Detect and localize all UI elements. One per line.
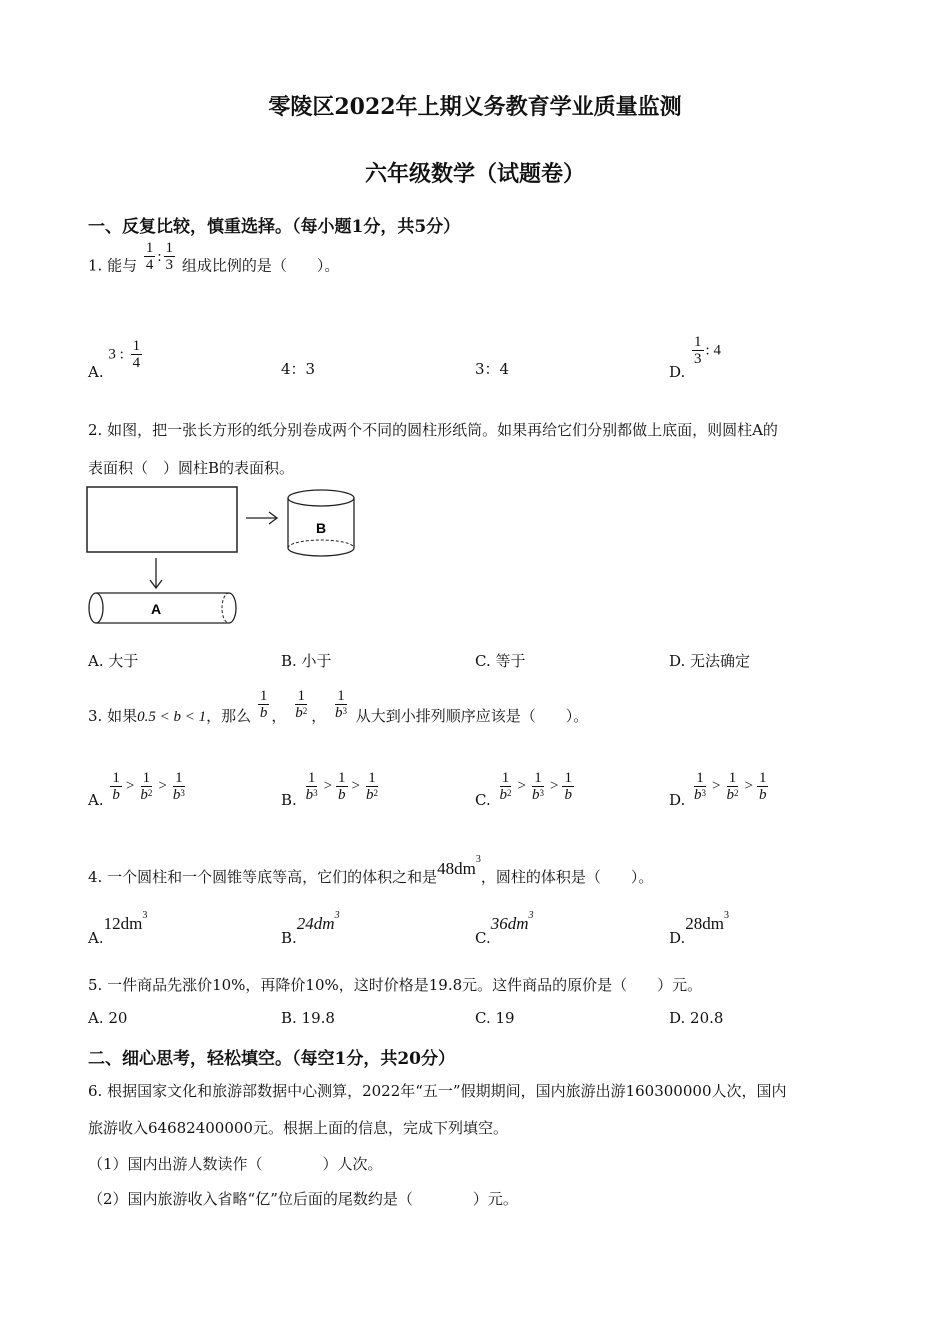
comma: ， bbox=[311, 706, 327, 725]
q6-sub2[interactable]: （2）国内旅游收入省略“亿”位后面的尾数约是（ ）元。 bbox=[88, 1190, 518, 1208]
option-label: C. bbox=[475, 790, 491, 809]
option-label: B. bbox=[281, 929, 297, 947]
option-label: D. bbox=[669, 929, 686, 947]
section-2-heading: 二、细心思考，轻松填空。（每空1分，共20分） bbox=[88, 1049, 455, 1069]
question-5: 5. 一件商品先涨价10%，再降价10%，这时价格是19.8元。这件商品的原价是（ ）元。 bbox=[88, 976, 703, 994]
q3-option-c[interactable]: C. $\frac{1}{b^2}$ > $\frac{1}{b^3}$ > $\frac{1}{b}$ bbox=[475, 770, 572, 809]
comma: ， bbox=[271, 706, 287, 725]
q2-figure bbox=[84, 484, 374, 630]
option-label: A. bbox=[88, 362, 104, 381]
section-1-heading: 一、反复比较，慎重选择。（每小题1分，共5分） bbox=[88, 217, 461, 237]
q5-option-c[interactable]: C. 19 bbox=[475, 1009, 515, 1027]
q1-d-frac: $\frac{1}{3}$ bbox=[694, 334, 702, 367]
q3-condition: 0.5 < b < 1 bbox=[137, 708, 207, 725]
question-4 bbox=[88, 854, 654, 887]
q4-option-b[interactable] bbox=[281, 910, 340, 947]
q3-option-b[interactable]: B. $\frac{1}{b^3}$ > $\frac{1}{b}$ > $\frac{1}{b^2}$ bbox=[281, 770, 379, 809]
paper-rectangle bbox=[87, 487, 237, 552]
q5-option-b[interactable]: B. 19.8 bbox=[281, 1009, 335, 1027]
q3-frac-1-b2: $\frac{1}{b^2}$ bbox=[295, 688, 308, 721]
q4-suffix: ，圆柱的体积是（ ）。 bbox=[480, 868, 654, 886]
q2-option-d[interactable]: D. 无法确定 bbox=[669, 652, 751, 670]
page-title: 零陵区2022年上期义务教育学业质量监测 bbox=[268, 94, 682, 120]
arrow-down-icon bbox=[150, 558, 162, 588]
q2-line1: 2. 如图，把一张长方形的纸分别卷成两个不同的圆柱形纸筒。如果再给它们分别都做上底面，则圆柱A的 bbox=[88, 421, 778, 439]
cylinder-b bbox=[288, 490, 354, 556]
q6-line2: 旅游收入64682400000元。根据上面的信息，完成下列填空。 bbox=[88, 1119, 508, 1137]
arrow-right-icon bbox=[246, 512, 277, 524]
page-subtitle: 六年级数学（试题卷） bbox=[364, 161, 585, 187]
label-a: A bbox=[150, 601, 162, 617]
q1-prefix: 1. 能与 bbox=[88, 256, 138, 275]
q1-option-b[interactable]: 4：3 bbox=[281, 360, 316, 378]
q2-option-a[interactable]: A. 大于 bbox=[88, 652, 139, 670]
q1-option-d[interactable] bbox=[669, 334, 721, 381]
q4-b-value: $24dm^3$ bbox=[296, 910, 340, 933]
q1-option-a[interactable] bbox=[88, 338, 144, 381]
question-1 bbox=[88, 240, 340, 283]
q1-d-post: : 4 bbox=[705, 342, 721, 359]
q3-option-d[interactable]: D. $\frac{1}{b^3}$ > $\frac{1}{b^2}$ > $\frac{1}{b}$ bbox=[669, 770, 767, 809]
q4-option-c[interactable] bbox=[475, 910, 534, 947]
q2-option-c[interactable]: C. 等于 bbox=[475, 652, 526, 670]
q3-mid: ，那么 bbox=[206, 706, 252, 725]
q1-a-pre: 3 : bbox=[108, 346, 124, 363]
option-label: D. bbox=[669, 362, 686, 381]
q2-option-b[interactable]: B. 小于 bbox=[281, 652, 332, 670]
q4-option-a[interactable] bbox=[88, 910, 148, 947]
q4-option-d[interactable] bbox=[669, 910, 729, 947]
q3-frac-1-b: $\frac{1}{b}$ bbox=[259, 688, 268, 721]
q6-sub1[interactable]: （1）国内出游人数读作（ ）人次。 bbox=[88, 1155, 383, 1173]
option-label: A. bbox=[88, 929, 104, 947]
q1-ratio-sep: : bbox=[157, 248, 162, 265]
q1-ratio-a: $\frac{1}{4}$ bbox=[145, 240, 154, 273]
q3-suffix: 从大到小排列顺序应该是（ ）。 bbox=[355, 706, 589, 725]
q1-suffix: 组成比例的是（ ）。 bbox=[181, 256, 340, 275]
q3-option-a[interactable]: A. $\frac{1}{b}$ > $\frac{1}{b^2}$ > $\frac{1}{b^3}$ bbox=[88, 770, 185, 809]
q5-option-d[interactable]: D. 20.8 bbox=[669, 1009, 724, 1027]
q4-a-value: $12dm^3$ bbox=[103, 910, 148, 933]
option-label: C. bbox=[475, 929, 491, 947]
q4-d-value: $28dm^3$ bbox=[685, 910, 729, 933]
option-label: B. bbox=[281, 790, 297, 809]
option-label: A. bbox=[88, 790, 104, 809]
q1-option-c[interactable]: 3：4 bbox=[475, 360, 510, 378]
q1-a-frac: $\frac{1}{4}$ bbox=[132, 338, 141, 371]
q5-option-a[interactable]: A. 20 bbox=[88, 1009, 128, 1027]
q4-prefix: 4. 一个圆柱和一个圆锥等底等高，它们的体积之和是 bbox=[88, 868, 438, 886]
q3-frac-1-b3: $\frac{1}{b^3}$ bbox=[334, 688, 347, 721]
q6-line1: 6. 根据国家文化和旅游部数据中心测算，2022年“五一”假期期间，国内旅游出游160300000人次，国内 bbox=[88, 1082, 787, 1100]
q4-value: $48dm^3$ bbox=[437, 854, 481, 878]
q2-line2: 表面积（ ）圆柱B的表面积。 bbox=[88, 459, 295, 477]
q4-c-value: $36dm^3$ bbox=[490, 910, 534, 933]
option-label: D. bbox=[669, 790, 686, 809]
q3-prefix: 3. 如果 bbox=[88, 706, 138, 725]
label-b: B bbox=[315, 520, 327, 536]
question-3 bbox=[88, 688, 589, 725]
cylinder-a bbox=[89, 593, 236, 623]
q1-ratio-b: $\frac{1}{3}$ bbox=[165, 240, 174, 273]
